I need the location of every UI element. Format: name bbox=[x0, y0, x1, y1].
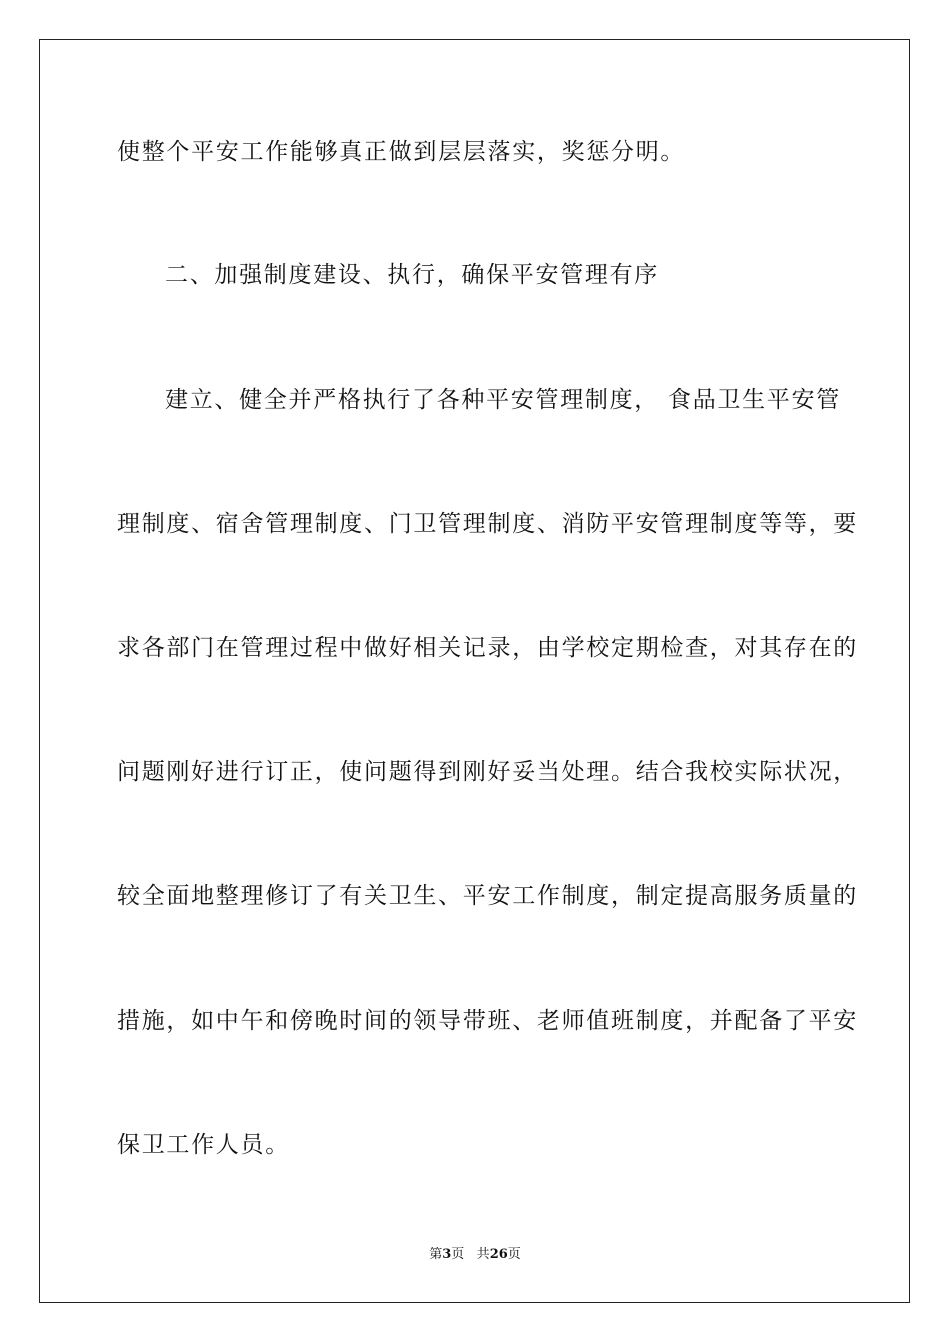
page-prefix: 第 bbox=[429, 1247, 443, 1262]
page-suffix: 页 bbox=[451, 1247, 465, 1262]
text-line-5: 求各部门在管理过程中做好相关记录，由学校定期检查，对其存在的 bbox=[117, 635, 858, 661]
text-line-8: 措施，如中午和傍晚时间的领导带班、老师值班制度，并配备了平安 bbox=[117, 1008, 858, 1034]
text-line-9: 保卫工作人员。 bbox=[117, 1132, 290, 1158]
page-number: 3 bbox=[442, 1247, 452, 1262]
page-footer bbox=[0, 1246, 950, 1264]
page-border bbox=[39, 39, 910, 1303]
text-line-3: 建立、健全并严格执行了各种平安管理制度， 食品卫生平安管 bbox=[165, 387, 841, 413]
text-line-4: 理制度、宿舍管理制度、门卫管理制度、消防平安管理制度等等，要 bbox=[117, 511, 858, 537]
total-suffix: 页 bbox=[507, 1247, 521, 1262]
total-prefix: 共 bbox=[476, 1247, 490, 1262]
total-pages: 26 bbox=[489, 1247, 508, 1262]
text-line-7: 较全面地整理修订了有关卫生、平安工作制度，制定提高服务质量的 bbox=[117, 883, 858, 909]
text-line-6: 问题刚好进行订正，使问题得到刚好妥当处理。结合我校实际状况， bbox=[117, 759, 858, 785]
section-heading: 二、加强制度建设、执行，确保平安管理有序 bbox=[165, 262, 659, 288]
text-line-1: 使整个平安工作能够真正做到层层落实，奖惩分明。 bbox=[117, 139, 686, 165]
